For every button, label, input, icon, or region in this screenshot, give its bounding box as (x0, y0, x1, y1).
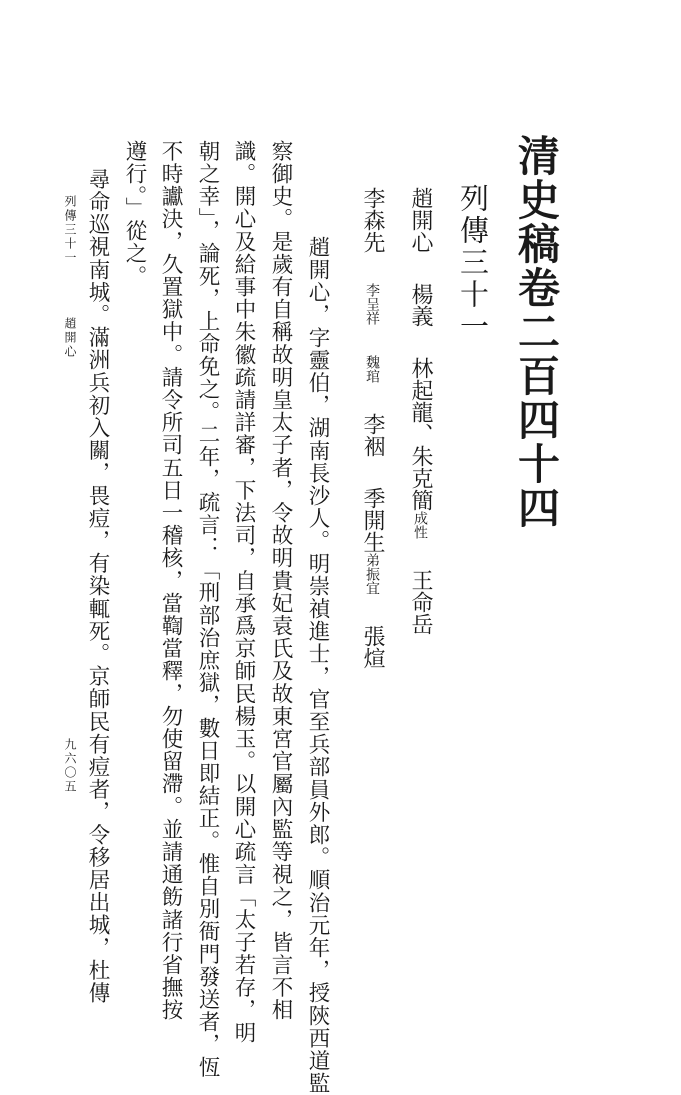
section-heading: 列傳三十一 (456, 183, 490, 343)
body-line-5: 不時讞決，久置獄中。請令所司五日一稽核，當鞫當釋，勿使留滯。並請通飭諸行省撫按 (158, 140, 183, 1022)
note-wei-guan: 魏琯 (364, 355, 380, 383)
margin-biography-name: 趙開心 (63, 317, 77, 359)
note-li-chengxiang: 李呈祥 (364, 283, 380, 325)
name-wang-mingyue: 王命岳 (408, 569, 433, 635)
names-line-2 (357, 187, 388, 669)
body-line-4: 朝之幸」，論死，上命免之。二年，疏言：「刑部治庶獄，數日即結正。惟自別衙門發送者，恆 (195, 140, 220, 1079)
name-zhao-kaixin: 趙開心 (408, 187, 433, 253)
name-lin-qilong: 林起龍 (408, 357, 433, 423)
margin-book-title: 列傳三十一 (63, 195, 77, 265)
name-li-senxian: 李森先 (360, 187, 385, 253)
name-ji-kaisheng: 季開生 (360, 487, 385, 553)
name-zhu-kejian: 、朱克簡 (408, 423, 433, 511)
body-line-7: 尋命巡視南城。滿洲兵初入關，畏痘，有染輒死。京師民有痘者，令移居出城，杜傳 (85, 168, 110, 1005)
names-line-1 (405, 187, 436, 635)
name-li-yin: 李裀 (360, 413, 385, 457)
note-chengxing: 成性 (412, 511, 428, 539)
body-line-1: 趙開心，字靈伯，湖南長沙人。明崇禎進士，官至兵部員外郎。順治元年，授陝西道監 (305, 236, 330, 1095)
body-line-6: 遵行。」從之。 (122, 140, 147, 288)
name-zhang-xuan: 張煊 (360, 625, 385, 669)
body-line-3: 識。開心及給事中朱徽疏請詳審，下法司，自承爲京師民楊玉。以開心疏言「太子若存，明 (231, 140, 256, 1044)
name-yang-yi: 楊義 (408, 283, 433, 327)
body-line-2: 察御史。是歲有自稱故明皇太子者，令故明貴妃袁氏及故東宮官屬內監等視之，皆言不相 (268, 140, 293, 1022)
note-brother-zhenyi: 弟振宜 (364, 553, 380, 595)
page-number: 九六〇五 (63, 738, 77, 794)
page-title: 清史稿卷二百四十四 (512, 134, 561, 530)
